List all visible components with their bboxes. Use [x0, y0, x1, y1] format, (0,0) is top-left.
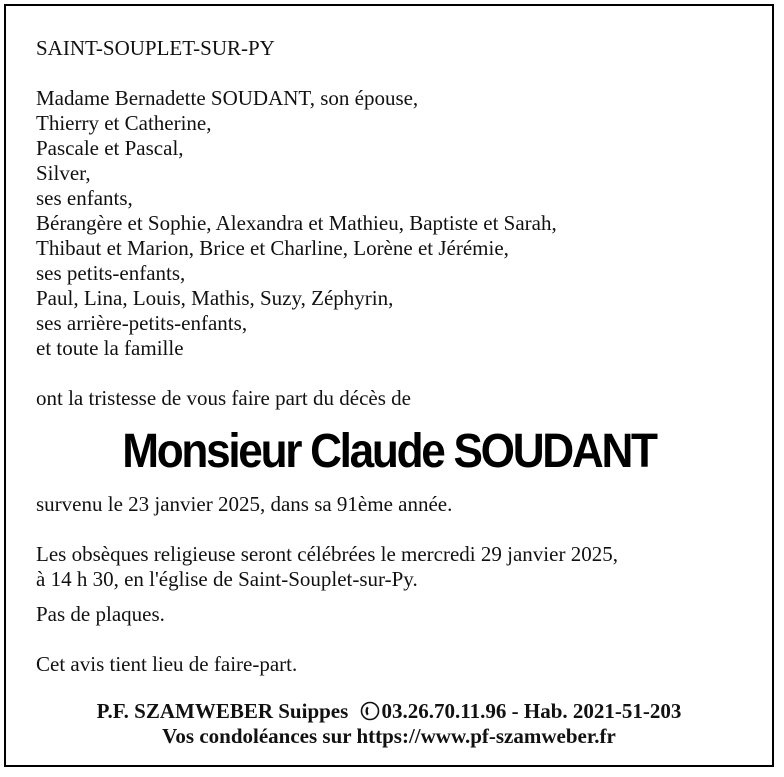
funeral-info-line2: à 14 h 30, en l'église de Saint-Souplet-sur-Py.: [36, 567, 418, 591]
notice-details: [36, 492, 760, 677]
family-line: Silver,: [36, 161, 91, 185]
family-line: et toute la famille: [36, 336, 184, 360]
town-name: SAINT-SOUPLET-SUR-PY: [36, 36, 275, 60]
family-line: ses petits-enfants,: [36, 261, 186, 285]
family-line: Thierry et Catherine,: [36, 111, 212, 135]
company-name: P.F. SZAMWEBER Suippes: [96, 699, 349, 723]
family-list: [36, 86, 760, 361]
family-line: Thibaut et Marion, Brice et Charline, Lorène et Jérémie,: [36, 236, 509, 260]
deceased-name: Monsieur Claude SOUDANT: [122, 425, 656, 478]
phone-and-license: 03.26.70.11.96 - Hab. 2021-51-203: [381, 699, 682, 723]
family-line: Bérangère et Sophie, Alexandra et Mathieu, Baptiste et Sarah,: [36, 211, 557, 235]
notice-replaces-text: Cet avis tient lieu de faire-part.: [36, 652, 298, 676]
no-plaques-text: Pas de plaques.: [36, 602, 165, 626]
family-line: Madame Bernadette SOUDANT, son épouse,: [36, 86, 419, 110]
phone-icon: [360, 699, 380, 724]
announcement-text: ont la tristesse de vous faire part du décès de: [36, 386, 411, 410]
funeral-info-line1: Les obsèques religieuse seront célébrées le mercredi 29 janvier 2025,: [36, 542, 618, 566]
family-line: Paul, Lina, Louis, Mathis, Suzy, Zéphyrin,: [36, 286, 394, 310]
family-line: Pascale et Pascal,: [36, 136, 184, 160]
funeral-home-footer: [6, 699, 772, 749]
obituary-notice: [4, 4, 774, 767]
condolences-link[interactable]: Vos condoléances sur https://www.pf-szamweber.fr: [162, 724, 616, 748]
family-line: ses arrière-petits-enfants,: [36, 311, 248, 335]
family-line: ses enfants,: [36, 186, 133, 210]
footer-line1: [6, 699, 772, 724]
death-info: survenu le 23 janvier 2025, dans sa 91ème année.: [36, 492, 453, 516]
notice-body: [36, 36, 760, 411]
